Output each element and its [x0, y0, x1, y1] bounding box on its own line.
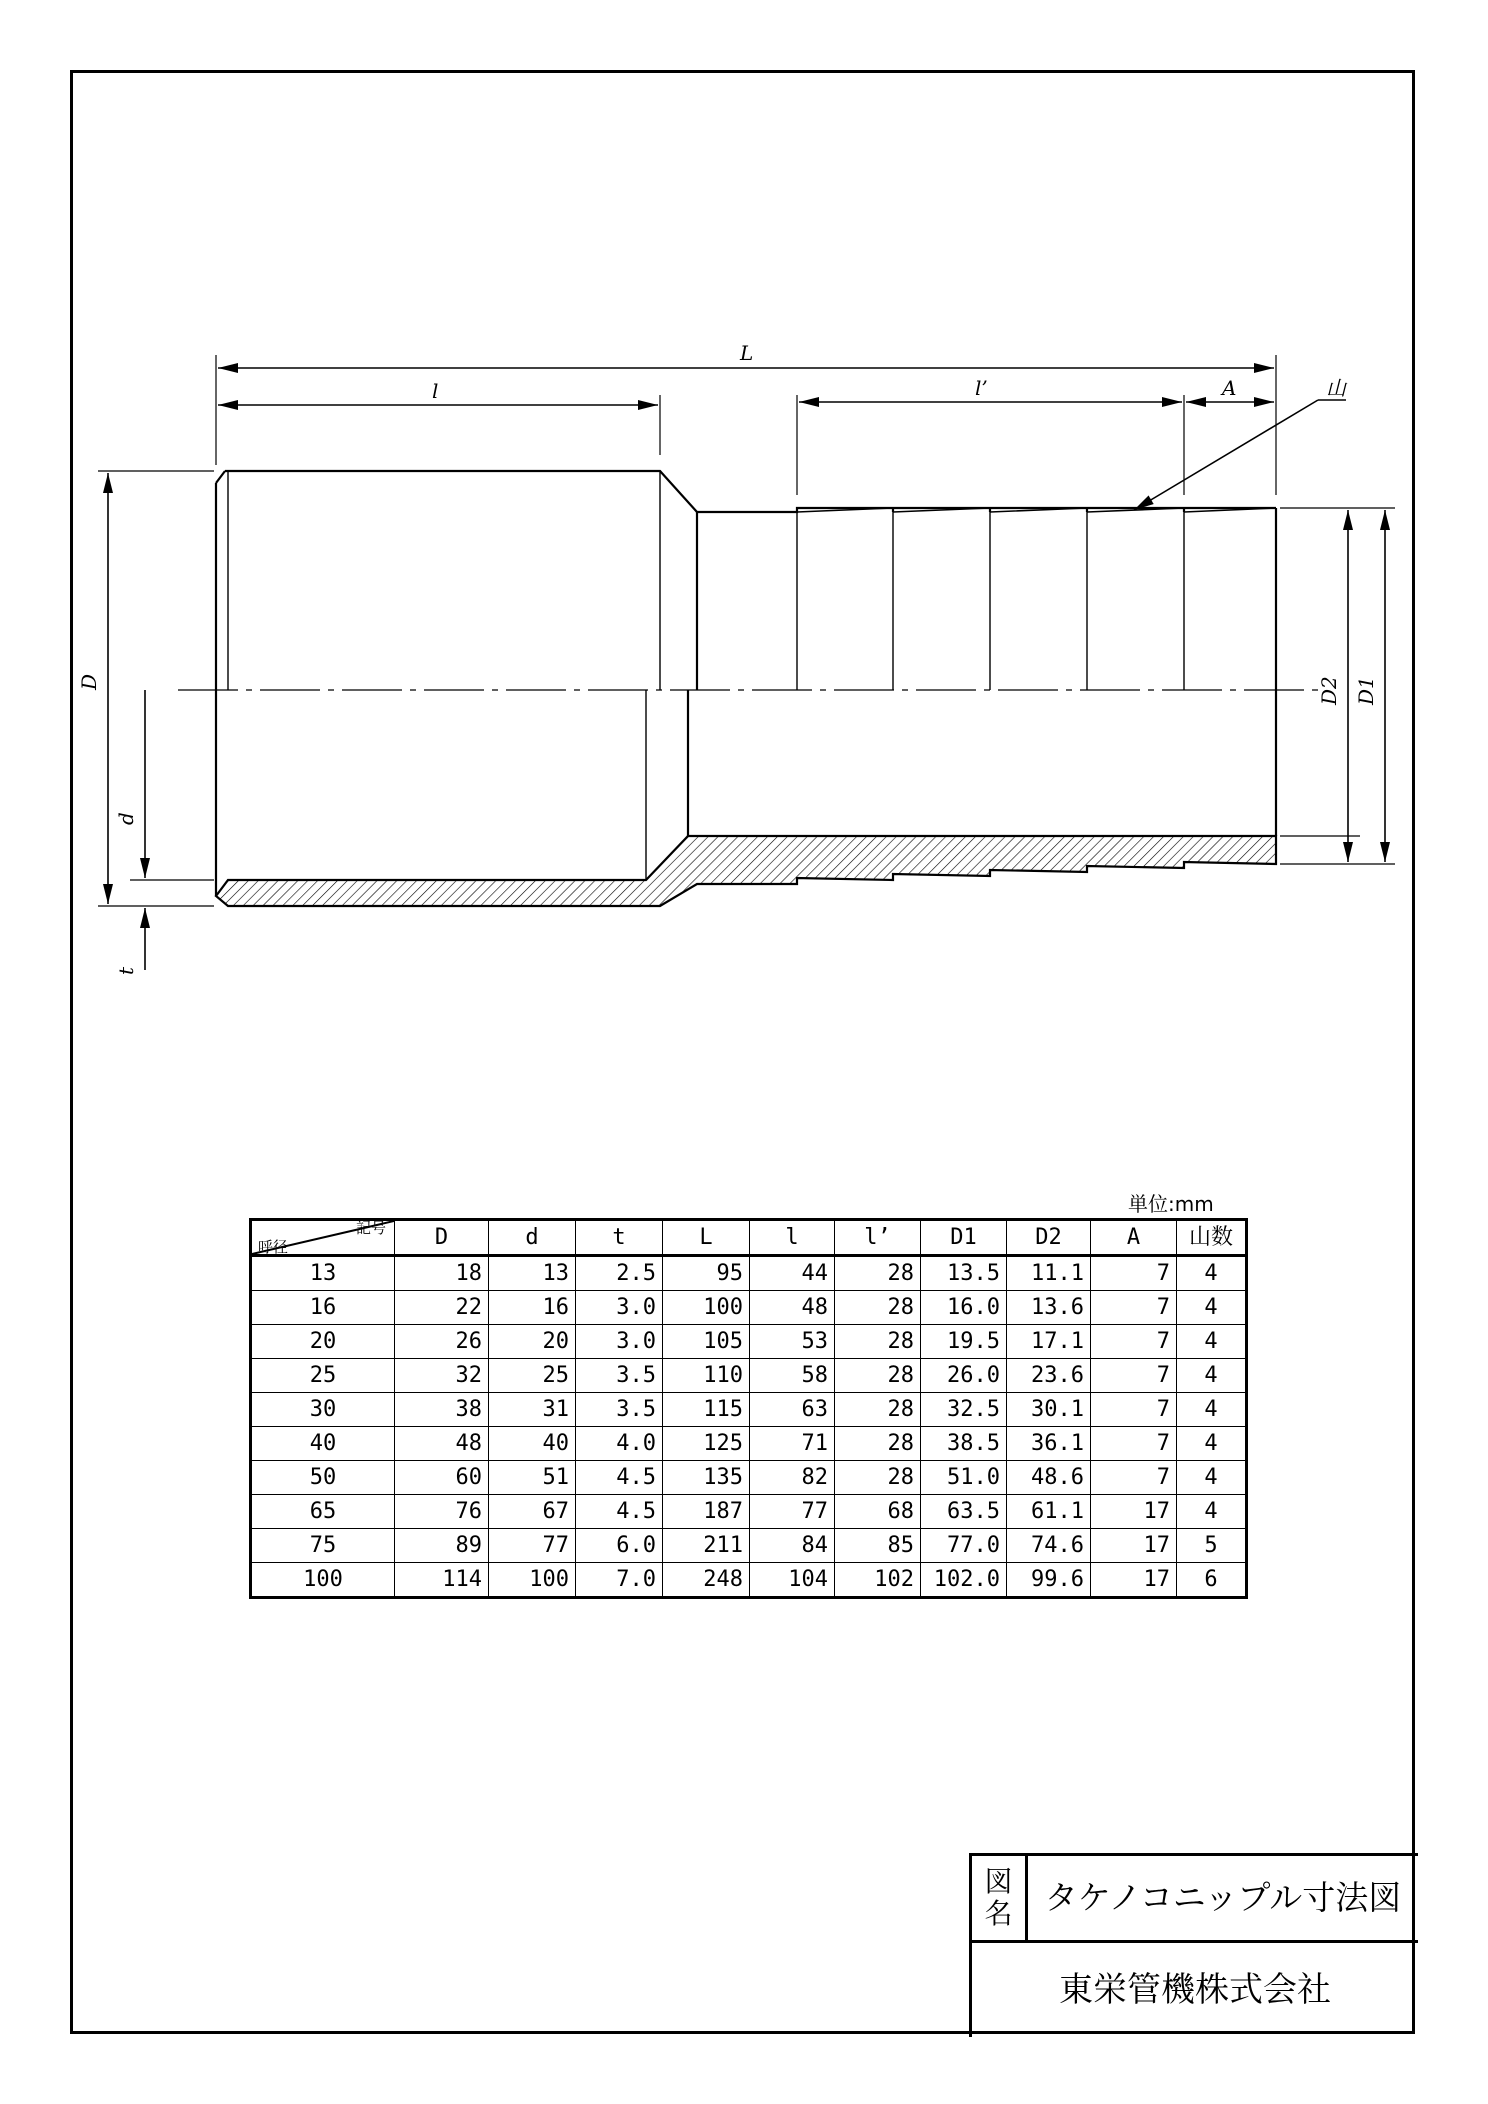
dimension-table: [249, 1218, 1248, 1599]
company-name: 東栄管機株式会社: [1059, 1970, 1331, 2010]
fitting-upper-outline: [216, 471, 1276, 690]
table-cell: 3.5: [576, 1359, 663, 1393]
table-cell: 13.5: [921, 1256, 1007, 1291]
table-row: [251, 1291, 1247, 1325]
label-line-1: 図: [984, 1865, 1013, 1898]
table-cell: 28: [835, 1325, 921, 1359]
table-cell: 104: [750, 1563, 835, 1598]
col-header: A: [1091, 1220, 1177, 1256]
table-cell: 6: [1177, 1563, 1247, 1598]
table-cell: 77: [489, 1529, 576, 1563]
table-cell: 23.6: [1007, 1359, 1091, 1393]
label-barb-count: 山: [1326, 376, 1346, 400]
table-body: [251, 1256, 1247, 1598]
table-cell: 4.5: [576, 1461, 663, 1495]
table-cell: 6.0: [576, 1529, 663, 1563]
table-cell: 4: [1177, 1393, 1247, 1427]
table-cell: 28: [835, 1427, 921, 1461]
table-cell: 58: [750, 1359, 835, 1393]
table-cell: 110: [663, 1359, 750, 1393]
table-row: [251, 1359, 1247, 1393]
unit-label: 単位:mm: [1128, 1192, 1214, 1216]
table-cell: 11.1: [1007, 1256, 1091, 1291]
table-cell: 19.5: [921, 1325, 1007, 1359]
leader-barb: [1134, 400, 1318, 510]
table-cell: 38.5: [921, 1427, 1007, 1461]
extension-lines: [98, 355, 1395, 906]
table-cell: 3.5: [576, 1393, 663, 1427]
table-cell: 77.0: [921, 1529, 1007, 1563]
drawing-title: タケノコニップル寸法図: [1044, 1878, 1402, 1917]
table-row: [251, 1427, 1247, 1461]
table-cell: 114: [395, 1563, 489, 1598]
table-row: [251, 1393, 1247, 1427]
table-cell: 31: [489, 1393, 576, 1427]
nominal-size-cell: 50: [251, 1461, 395, 1495]
table-cell: 7: [1091, 1359, 1177, 1393]
table-cell: 16.0: [921, 1291, 1007, 1325]
table-cell: 95: [663, 1256, 750, 1291]
nominal-size-cell: 100: [251, 1563, 395, 1598]
table-cell: 60: [395, 1461, 489, 1495]
table-corner-cell: [251, 1220, 395, 1256]
table-header-row: [251, 1220, 1247, 1256]
table-row: [251, 1495, 1247, 1529]
table-cell: 74.6: [1007, 1529, 1091, 1563]
table-cell: 4: [1177, 1325, 1247, 1359]
table-cell: 48.6: [1007, 1461, 1091, 1495]
table-cell: 248: [663, 1563, 750, 1598]
col-header: d: [489, 1220, 576, 1256]
col-header: L: [663, 1220, 750, 1256]
table-cell: 7: [1091, 1291, 1177, 1325]
nominal-size-cell: 20: [251, 1325, 395, 1359]
label-line-2: 名: [984, 1897, 1013, 1930]
nominal-size-cell: 25: [251, 1359, 395, 1393]
table-cell: 18: [395, 1256, 489, 1291]
table-cell: 82: [750, 1461, 835, 1495]
table-cell: 5: [1177, 1529, 1247, 1563]
table-cell: 3.0: [576, 1325, 663, 1359]
table-cell: 68: [835, 1495, 921, 1529]
table-cell: 71: [750, 1427, 835, 1461]
table-cell: 26: [395, 1325, 489, 1359]
table-cell: 44: [750, 1256, 835, 1291]
table-cell: 61.1: [1007, 1495, 1091, 1529]
label-t: t: [114, 966, 138, 975]
table-cell: 99.6: [1007, 1563, 1091, 1598]
table-cell: 115: [663, 1393, 750, 1427]
table-cell: 100: [663, 1291, 750, 1325]
label-l: l: [432, 379, 439, 403]
col-header: t: [576, 1220, 663, 1256]
table-cell: 48: [750, 1291, 835, 1325]
table-cell: 4: [1177, 1461, 1247, 1495]
nominal-size-cell: 16: [251, 1291, 395, 1325]
table-cell: 28: [835, 1291, 921, 1325]
table-cell: 7: [1091, 1325, 1177, 1359]
table-cell: 17: [1091, 1529, 1177, 1563]
table-cell: 4.5: [576, 1495, 663, 1529]
title-row: [972, 1856, 1418, 1943]
label-A: A: [1222, 376, 1237, 400]
table-cell: 7: [1091, 1393, 1177, 1427]
table-cell: 30.1: [1007, 1393, 1091, 1427]
label-D1: D1: [1354, 676, 1378, 705]
table-cell: 7: [1091, 1461, 1177, 1495]
table-cell: 28: [835, 1359, 921, 1393]
label-D: D: [77, 673, 101, 690]
label-D2: D2: [1317, 676, 1341, 705]
table-cell: 22: [395, 1291, 489, 1325]
table-cell: 17: [1091, 1563, 1177, 1598]
table-row: [251, 1529, 1247, 1563]
nominal-size-cell: 13: [251, 1256, 395, 1291]
table-cell: 32.5: [921, 1393, 1007, 1427]
table-cell: 102.0: [921, 1563, 1007, 1598]
table-cell: 187: [663, 1495, 750, 1529]
table-cell: 17: [1091, 1495, 1177, 1529]
table-cell: 84: [750, 1529, 835, 1563]
table-cell: 20: [489, 1325, 576, 1359]
table-cell: 13.6: [1007, 1291, 1091, 1325]
label-L: L: [740, 341, 754, 365]
table-cell: 4.0: [576, 1427, 663, 1461]
table-cell: 4: [1177, 1291, 1247, 1325]
table-cell: 28: [835, 1256, 921, 1291]
col-header: D: [395, 1220, 489, 1256]
table-cell: 4: [1177, 1495, 1247, 1529]
col-header: l’: [835, 1220, 921, 1256]
table-cell: 63.5: [921, 1495, 1007, 1529]
table-cell: 135: [663, 1461, 750, 1495]
nominal-size-cell: 30: [251, 1393, 395, 1427]
table-cell: 211: [663, 1529, 750, 1563]
table-cell: 67: [489, 1495, 576, 1529]
nominal-size-cell: 40: [251, 1427, 395, 1461]
table-cell: 17.1: [1007, 1325, 1091, 1359]
table-cell: 16: [489, 1291, 576, 1325]
drawing-name-label: [972, 1856, 1028, 1940]
col-header: D2: [1007, 1220, 1091, 1256]
table-row: [251, 1461, 1247, 1495]
table-cell: 13: [489, 1256, 576, 1291]
table-cell: 28: [835, 1393, 921, 1427]
table-cell: 102: [835, 1563, 921, 1598]
table-cell: 36.1: [1007, 1427, 1091, 1461]
table-cell: 100: [489, 1563, 576, 1598]
table-cell: 7: [1091, 1256, 1177, 1291]
fitting-lower-section: [216, 690, 1276, 906]
table-cell: 25: [489, 1359, 576, 1393]
col-header: D1: [921, 1220, 1007, 1256]
table-cell: 4: [1177, 1359, 1247, 1393]
table-cell: 51: [489, 1461, 576, 1495]
table-cell: 51.0: [921, 1461, 1007, 1495]
table-cell: 40: [489, 1427, 576, 1461]
col-header: l: [750, 1220, 835, 1256]
corner-symbol-label: 記号: [355, 1219, 386, 1237]
table-cell: 105: [663, 1325, 750, 1359]
col-header: 山数: [1177, 1220, 1247, 1256]
table-row: [251, 1325, 1247, 1359]
label-l-prime: l’: [975, 376, 988, 400]
table-cell: 63: [750, 1393, 835, 1427]
table-cell: 77: [750, 1495, 835, 1529]
table-cell: 4: [1177, 1427, 1247, 1461]
table-cell: 2.5: [576, 1256, 663, 1291]
table-cell: 76: [395, 1495, 489, 1529]
table-cell: 125: [663, 1427, 750, 1461]
table-cell: 3.0: [576, 1291, 663, 1325]
table-cell: 32: [395, 1359, 489, 1393]
label-d: d: [114, 812, 138, 825]
table-cell: 28: [835, 1461, 921, 1495]
table-cell: 26.0: [921, 1359, 1007, 1393]
table-cell: 89: [395, 1529, 489, 1563]
nominal-size-cell: 75: [251, 1529, 395, 1563]
table-row: [251, 1563, 1247, 1598]
table-cell: 53: [750, 1325, 835, 1359]
title-block: [969, 1853, 1418, 2037]
table-cell: 4: [1177, 1256, 1247, 1291]
table-cell: 7.0: [576, 1563, 663, 1598]
corner-nominal-label: 呼径: [258, 1238, 289, 1256]
table-cell: 85: [835, 1529, 921, 1563]
table-row: [251, 1256, 1247, 1291]
nominal-size-cell: 65: [251, 1495, 395, 1529]
table-cell: 38: [395, 1393, 489, 1427]
table-cell: 48: [395, 1427, 489, 1461]
table-cell: 7: [1091, 1427, 1177, 1461]
